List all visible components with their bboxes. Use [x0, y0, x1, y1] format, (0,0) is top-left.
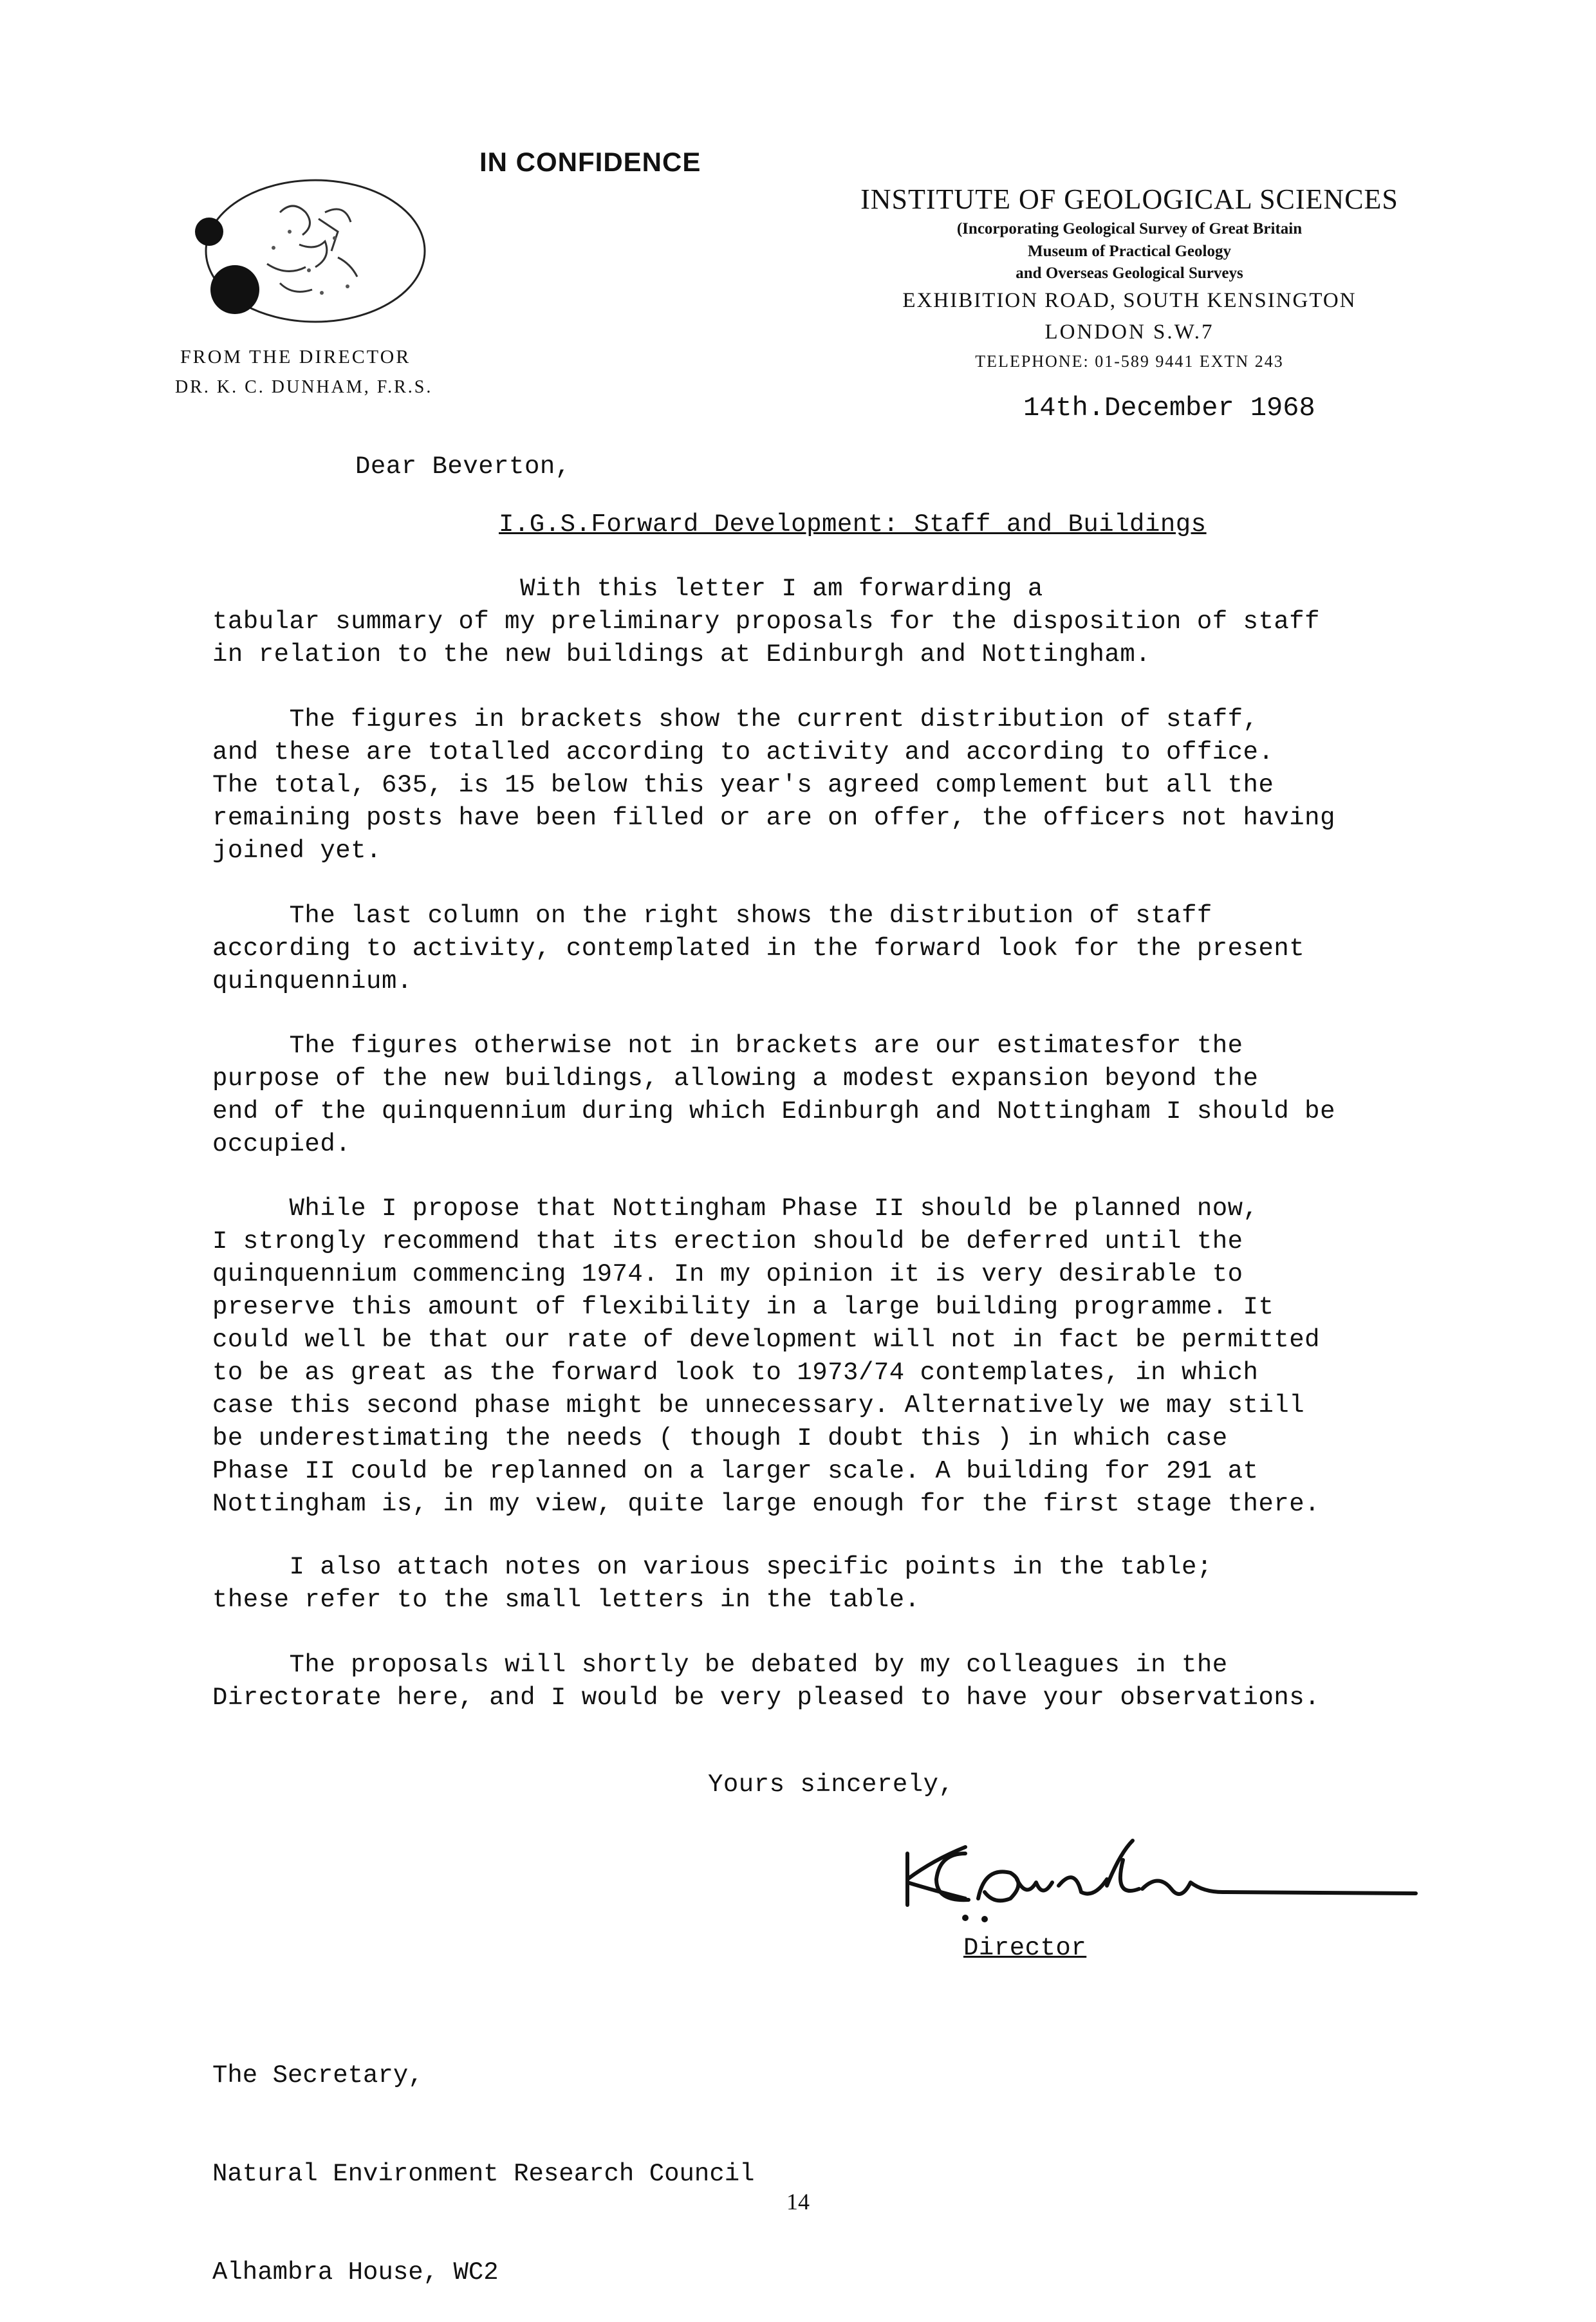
paragraph: While I propose that Nottingham Phase II should be planned now, I strongly recommend that its erection should be deferred until the quinquennium commencing 1974. In my opinion it is very desirable to preserve this amount of flexibility in a large building programme. It could well be that our rate of development will not in fact be permitted to be as great as the forward look to 1973/74 contemplates, in which case this second phase might be unnecessary. Alternatively we may still be underestimating the needs ( though I doubt this ) in which case Phase II could be replanned on a larger scale. A building for 291 at Nottingham is, in my view, quite large enough for the first stage there. [212, 1194, 1321, 1518]
paragraph: The figures in brackets show the current distribution of staff, and these are totalled according to activity and according to office. The total, 635, is 15 below this year's agreed complement but all the remaining posts have been filled or are on offer, the officers not having joined yet. [212, 705, 1335, 865]
overseas-line: and Overseas Geological Surveys [1016, 265, 1243, 282]
signatory-title: Director [963, 1934, 1087, 1962]
paragraph: I also attach notes on various specific points in the table; these refer to the small letters in the table. [212, 1553, 1212, 1614]
museum-line: Museum of Practical Geology [1028, 243, 1231, 260]
paragraph: The figures otherwise not in brackets are our estimatesfor the purpose of the new buildings, allowing a modest expansion beyond the end of the quinquennium during which Edinburgh and Nottingham I should be occupied. [212, 1032, 1335, 1158]
street-address: EXHIBITION ROAD, SOUTH KENSINGTON [902, 289, 1357, 312]
recipient-line: The Secretary, [212, 2061, 423, 2090]
letter-date: 14th.December 1968 [1023, 393, 1315, 423]
paragraph: With this letter I am forwarding a tabular summary of my preliminary proposals for the disposition of staff in relation to the new buildings at Edinburgh and Nottingham. [212, 575, 1321, 669]
incorporating-line: (Incorporating Geological Survey of Great Britain [956, 220, 1303, 237]
subject-line: I.G.S.Forward Development: Staff and Buildings [499, 510, 1207, 539]
telephone-line: TELEPHONE: 01-589 9441 EXTN 243 [975, 352, 1284, 371]
salutation: Dear Beverton, [355, 452, 571, 481]
letterhead [824, 181, 1435, 376]
recipient-line: Alhambra House, WC2 [212, 2258, 499, 2287]
signature-icon [888, 1828, 1429, 1931]
page-number: 14 [786, 2189, 810, 2215]
from-director-label: FROM THE DIRECTOR [180, 346, 411, 367]
closing-line: Yours sincerely, [708, 1770, 954, 1799]
paragraph: The last column on the right shows the distribution of staff according to activity, contemplated in the forward look for the present quinquennium. [212, 902, 1305, 996]
director-name-label: DR. K. C. DUNHAM, F.R.S. [175, 377, 433, 397]
confidential-mark: IN CONFIDENCE [479, 147, 701, 177]
institute-name: INSTITUTE OF GEOLOGICAL SCIENCES [860, 183, 1398, 215]
city-address: LONDON S.W.7 [1044, 320, 1214, 344]
paragraph: The proposals will shortly be debated by my colleagues in the Directorate here, and I would be very pleased to have your observations. [212, 1651, 1321, 1712]
institute-seal-icon [171, 174, 428, 335]
recipient-address [212, 1994, 755, 2322]
recipient-line: Natural Environment Research Council [212, 2160, 755, 2188]
